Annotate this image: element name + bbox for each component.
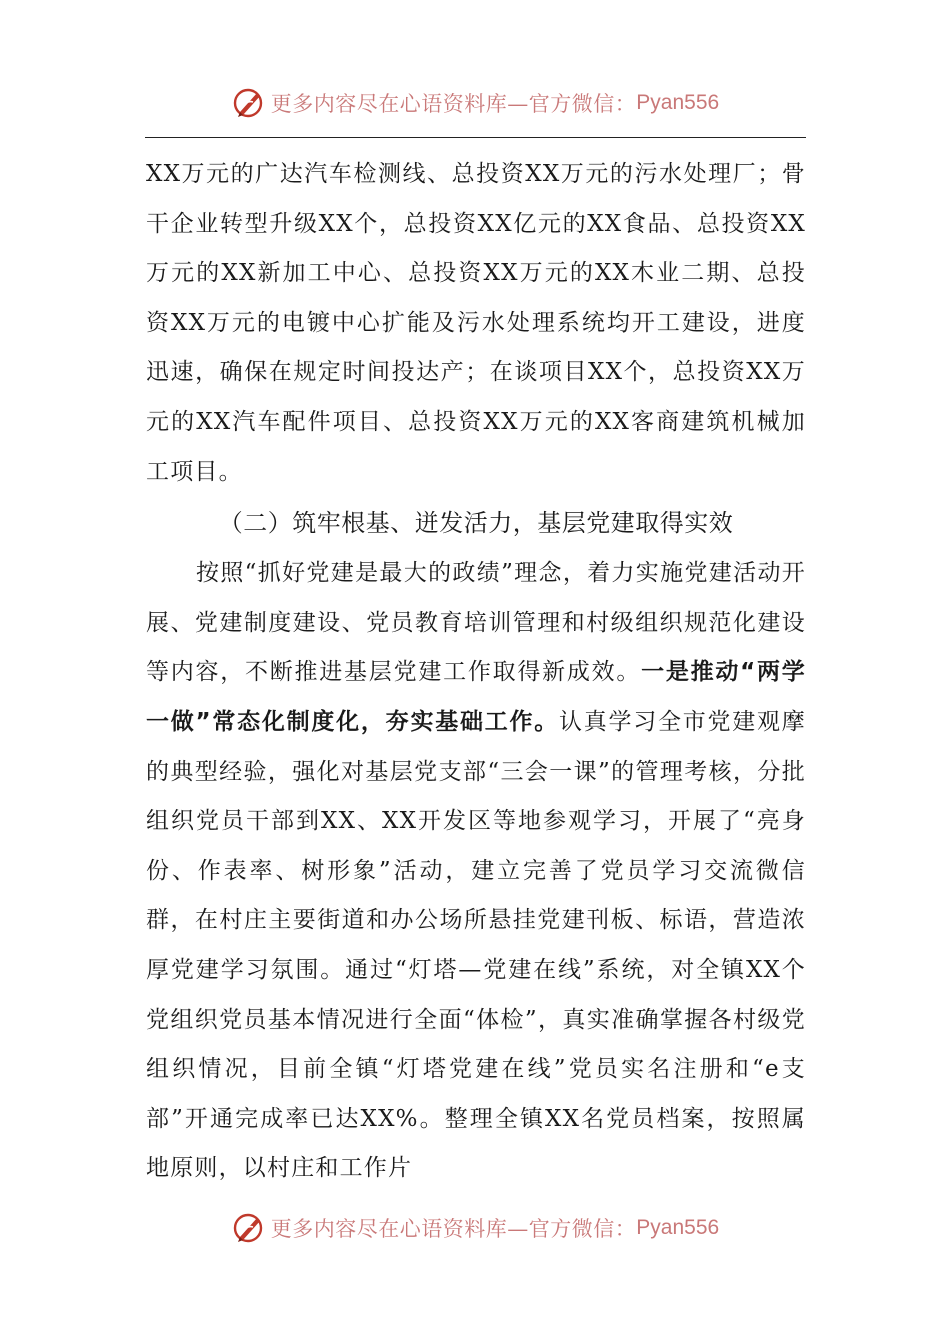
header-watermark-banner bbox=[0, 83, 950, 123]
document-body bbox=[146, 150, 806, 1194]
footer-watermark-banner bbox=[0, 1208, 950, 1248]
section-heading: （二）筑牢根基、迸发活力，基层党建取得实效 bbox=[218, 509, 734, 538]
paragraph-projects: XX万元的广达汽车检测线、总投资XX万元的污水处理厂；骨干企业转型升级XX个，总投资XX亿元的XX食品、总投资XX万元的XX新加工中心、总投资XX万元的XX木业二期、总投资XX万元的电镀中心扩能及污水处理系统均开工建设，进度迅速，确保在规定时间投达产；在谈项目XX个，总投资XX万元的XX汽车配件项目、总投资XX万元的XX客商建筑机械加工项目。 bbox=[146, 161, 806, 485]
paragraph-party-building bbox=[146, 549, 806, 1194]
footer-banner-text: 更多内容尽在心语资料库—官方微信： bbox=[270, 1217, 637, 1241]
paragraph-bold-point: 一是推动“两学一做”常态化制度化，夯实基础工作。 bbox=[146, 659, 806, 735]
footer-wechat-id: Pyan556 bbox=[636, 1216, 720, 1239]
header-divider bbox=[145, 137, 806, 138]
header-wechat-id: Pyan556 bbox=[636, 91, 720, 114]
paragraph-intro: 按照“抓好党建是最大的政绩”理念，着力实施党建活动开展、党建制度建设、党员教育培训管理和村级组织规范化建设等内容，不断推进基层党建工作取得新成效。 bbox=[146, 560, 806, 686]
header-banner-text: 更多内容尽在心语资料库—官方微信： bbox=[270, 92, 637, 116]
pen-logo-icon bbox=[231, 85, 267, 121]
pen-logo-icon bbox=[231, 1210, 267, 1246]
paragraph-details: 认真学习全市党建观摩的典型经验，强化对基层党支部“三会一课”的管理考核，分批组织党员干部到XX、XX开发区等地参观学习，开展了“亮身份、作表率、树形象”活动，建立完善了党员学习交流微信群，在村庄主要街道和办公场所悬挂党建刊板、标语，营造浓厚党建学习氛围。通过“灯塔—党建在线”系统，对全镇XX个党组织党员基本情况进行全面“体检”，真实准确掌握各村级党组织情况，目前全镇“灯塔党建在线”党员实名注册和“e支部”开通完成率已达XX%。整理全镇XX名党员档案，按照属地原则，以村庄和工作片 bbox=[146, 708, 806, 1182]
